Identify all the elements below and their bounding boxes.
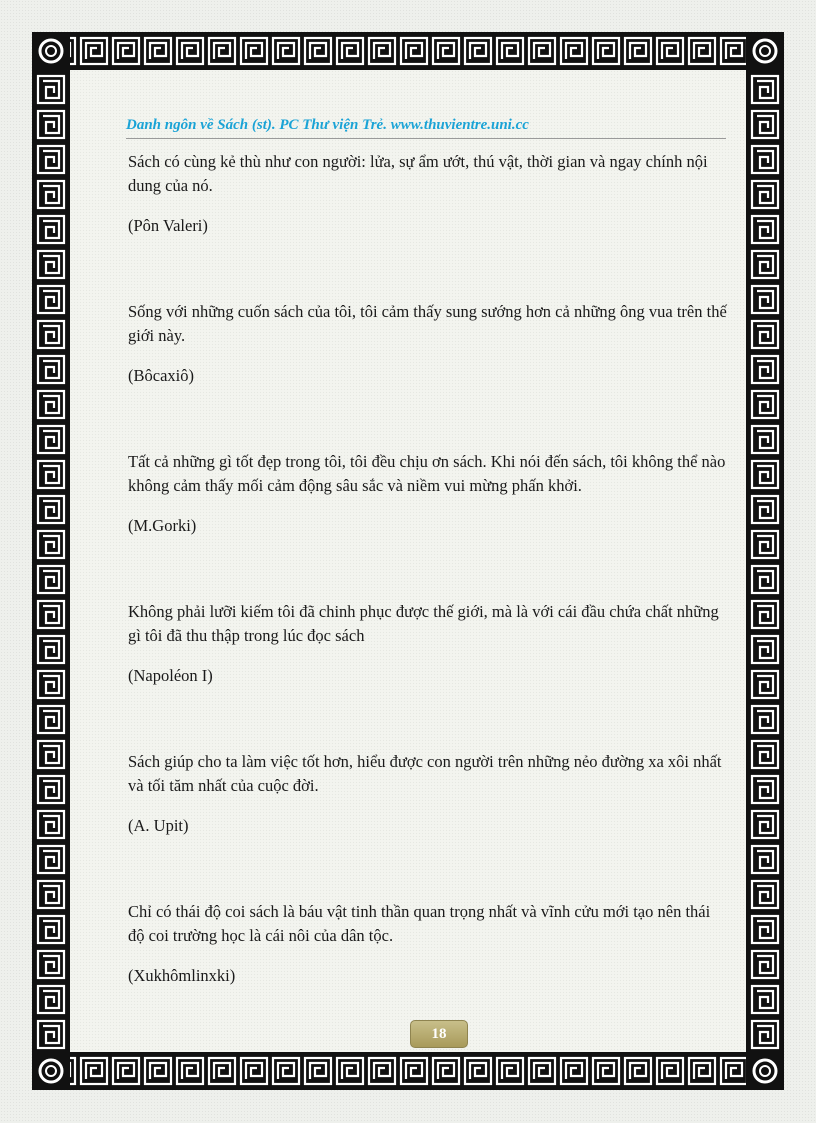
greek-key-border-right [746, 70, 784, 1052]
quote-entry [128, 750, 728, 900]
corner-ornament-top-right [746, 32, 784, 70]
quote-author: (Napoléon I) [128, 666, 213, 685]
greek-key-border-top [32, 32, 784, 70]
quote-author: (Xukhômlinxki) [128, 966, 236, 985]
corner-ornament-bottom-left [32, 1052, 70, 1090]
quote-text: Không phải lưỡi kiếm tôi đã chinh phục được thế giới, mà là với cái đầu chứa chất những gì tôi đã thu thập trong lúc đọc sách [128, 602, 719, 645]
quote-author: (A. Upit) [128, 816, 189, 835]
quote-text: Chỉ có thái độ coi sách là báu vật tinh thần quan trọng nhất và vĩnh cửu mới tạo nên thái độ coi trường học là cái nôi của dân tộc. [128, 902, 711, 945]
quote-text: Sách giúp cho ta làm việc tốt hơn, hiểu được con người trên những nẻo đường xa xôi nhất và tối tăm nhất của cuộc đời. [128, 752, 722, 795]
page-content-area [70, 70, 746, 1052]
quote-text: Sống với những cuốn sách của tôi, tôi cảm thấy sung sướng hơn cả những ông vua trên thế giới này. [128, 302, 727, 345]
running-header: Danh ngôn về Sách (st). PC Thư viện Trẻ. www.thuvientre.uni.cc [126, 114, 726, 139]
decorative-border-frame [32, 32, 784, 1090]
greek-key-border-left [32, 70, 70, 1052]
page-number-badge: 18 [410, 1020, 468, 1048]
quote-entry [128, 150, 728, 300]
quote-entry [128, 600, 728, 750]
quote-entry [128, 450, 728, 600]
quote-text: Tất cả những gì tốt đẹp trong tôi, tôi đều chịu ơn sách. Khi nói đến sách, tôi không thể nào không cảm thấy mối cảm động sâu sắc và niềm vui mừng phấn khởi. [128, 452, 726, 495]
quote-author: (Pôn Valeri) [128, 216, 208, 235]
greek-key-border-bottom [32, 1052, 784, 1090]
quote-text: Sách có cùng kẻ thù như con người: lửa, sự ẩm ướt, thú vật, thời gian và ngay chính nội dung của nó. [128, 152, 708, 195]
quotes-list [128, 150, 728, 1050]
quote-author: (M.Gorki) [128, 516, 197, 535]
quote-entry [128, 300, 728, 450]
quote-author: (Bôcaxiô) [128, 366, 194, 385]
corner-ornament-bottom-right [746, 1052, 784, 1090]
corner-ornament-top-left [32, 32, 70, 70]
